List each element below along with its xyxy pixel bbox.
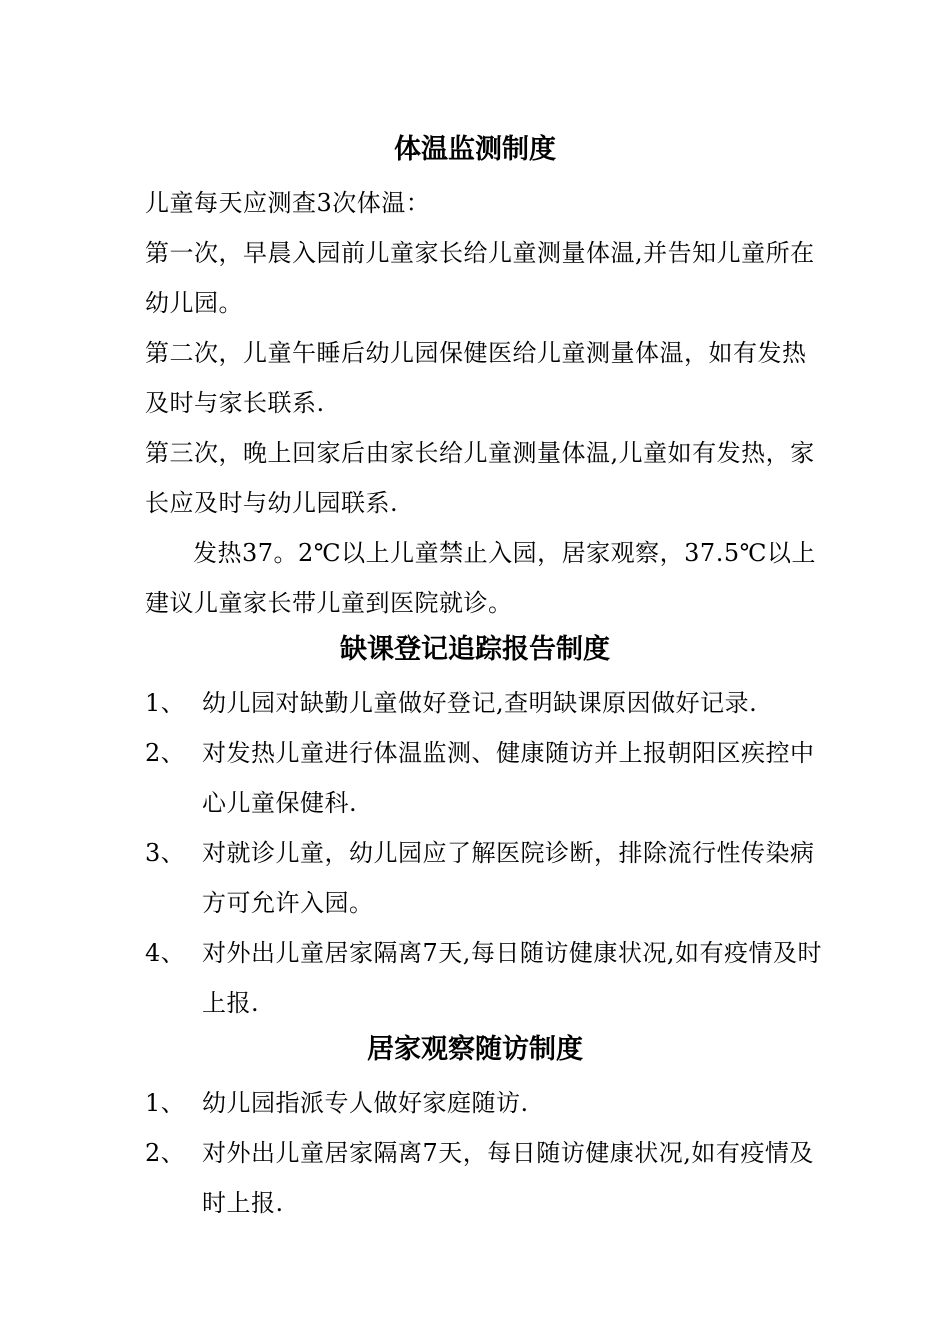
list-item — [145, 678, 825, 728]
list-item — [145, 1128, 825, 1228]
list-number: 4、 — [145, 939, 186, 967]
paragraph: 发热37。2℃以上儿童禁止入园，居家观察，37.5℃以上建议儿童家长带儿童到医院就诊。 — [145, 539, 816, 617]
section-title-temperature: 体温监测制度 — [394, 134, 556, 165]
document-content — [145, 128, 825, 1228]
list-item — [145, 828, 825, 928]
list-text: 幼儿园指派专人做好家庭随访. — [202, 1089, 529, 1117]
list-number: 2、 — [145, 739, 186, 767]
list-item — [145, 1078, 825, 1128]
list-number: 3、 — [145, 839, 186, 867]
paragraph: 儿童每天应测查3次体温： — [145, 189, 431, 217]
list-item — [145, 728, 825, 828]
paragraph: 第三次，晚上回家后由家长给儿童测量体温,儿童如有发热，家长应及时与幼儿园联系. — [145, 439, 815, 517]
list-number: 2、 — [145, 1139, 186, 1167]
list-number: 1、 — [145, 1089, 186, 1117]
list-text: 对外出儿童居家隔离7天,每日随访健康状况,如有疫情及时上报. — [202, 939, 823, 1017]
paragraph: 第一次，早晨入园前儿童家长给儿童测量体温,并告知儿童所在幼儿园。 — [145, 239, 815, 317]
list-item — [145, 928, 825, 1028]
paragraph: 第二次，儿童午睡后幼儿园保健医给儿童测量体温，如有发热及时与家长联系. — [145, 339, 807, 417]
section-title-home-observation: 居家观察随访制度 — [367, 1034, 583, 1065]
list-text: 对就诊儿童，幼儿园应了解医院诊断，排除流行性传染病方可允许入园。 — [202, 839, 815, 917]
list-text: 幼儿园对缺勤儿童做好登记,查明缺课原因做好记录. — [202, 689, 758, 717]
list-number: 1、 — [145, 689, 186, 717]
section-title-absence: 缺课登记追踪报告制度 — [340, 634, 610, 665]
list-text: 对发热儿童进行体温监测、健康随访并上报朝阳区疾控中心儿童保健科. — [202, 739, 815, 817]
list-text: 对外出儿童居家隔离7天，每日随访健康状况,如有疫情及时上报. — [202, 1139, 814, 1217]
